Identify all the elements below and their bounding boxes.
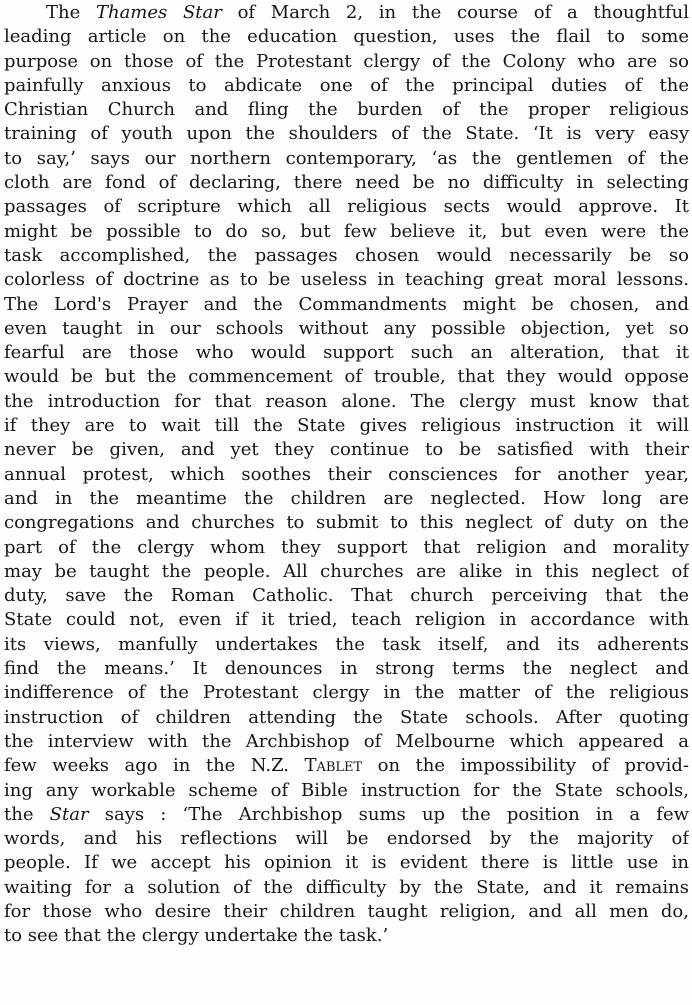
- text-run: The: [46, 2, 96, 23]
- article-line: [4, 754, 689, 778]
- text-run: Christian Church and fling the burden of the proper religious: [4, 99, 689, 121]
- text-run: cloth are fond of declaring, there need be no difficulty in selecting: [4, 172, 689, 194]
- article-line: [4, 633, 689, 657]
- text-run: the introduction for that reason alone. The clergy must know that: [4, 390, 689, 412]
- article-line: [4, 293, 689, 317]
- text-run: to see that the clergy undertake the task.’: [4, 925, 389, 947]
- text-run: words, and his reflections will be endorsed by the majority of: [4, 828, 689, 850]
- article-line: [4, 365, 689, 389]
- text-run: its views, manfully undertakes the task itself, and its adherents: [4, 633, 689, 655]
- text-run: part of the clergy whom they support that religion and morality: [4, 536, 689, 558]
- text-run: training of youth upon the shoulders of the State. ‘It is very easy: [4, 123, 689, 145]
- text-run: purpose on those of the Protestant clergy of the Colony who are so: [4, 50, 689, 72]
- article-line: [4, 851, 689, 875]
- text-run: ing any workable scheme of Bible instruction for the State schools,: [4, 779, 689, 801]
- article-line: [4, 122, 689, 146]
- article-line: [4, 584, 689, 608]
- article-line: [4, 706, 689, 730]
- article-line: [4, 25, 689, 49]
- article-line: [4, 876, 689, 900]
- small-caps-text: Tablet: [304, 755, 363, 777]
- text-run: never be given, and yet they continue to be satisfied with their: [4, 439, 689, 461]
- article-line: [4, 317, 689, 341]
- text-run: find the means.’ It denounces in strong terms the neglect and: [4, 658, 689, 680]
- text-run: congregations and churches to submit to this neglect of duty on the: [4, 512, 689, 534]
- article-line: [4, 900, 689, 924]
- text-run: leading article on the education question, uses the flail to some: [4, 26, 689, 48]
- text-run: colorless of doctrine as to be useless in teaching great moral lessons.: [4, 269, 689, 291]
- text-run: says : ‘The Archbishop sums up the position in a few: [88, 803, 689, 825]
- article-line: [4, 50, 689, 74]
- text-run: fearful are those who would support such an alteration, that it: [4, 342, 689, 364]
- article-line: [4, 560, 689, 584]
- text-run: even taught in our schools without any possible objection, yet so: [4, 317, 689, 339]
- article-line: [4, 924, 689, 948]
- text-run: duty, save the Roman Catholic. That church perceiving that the: [4, 585, 689, 607]
- text-run: passages of scripture which all religious sects would approve. It: [4, 196, 689, 218]
- article-line: [4, 244, 689, 268]
- text-run: to say,’ says our northern contemporary, ‘as the gentlemen of the: [4, 147, 689, 169]
- text-run: the: [4, 803, 50, 825]
- text-run: instruction of children attending the State schools. After quoting: [4, 706, 689, 728]
- text-run: The Lord's Prayer and the Commandments might be chosen, and: [4, 293, 689, 315]
- article-line: [4, 657, 689, 681]
- text-run: on the impossibility of provid-: [362, 755, 689, 777]
- text-run: task accomplished, the passages chosen would necessarily be so: [4, 244, 689, 266]
- article-line: [4, 681, 689, 705]
- article-line: [4, 147, 689, 171]
- article-line: [4, 730, 689, 754]
- italic-text: Star: [49, 803, 89, 825]
- article-line: [4, 98, 689, 122]
- italic-text: Thames Star: [95, 2, 222, 23]
- article-line: [4, 536, 689, 560]
- article-line: [4, 463, 689, 487]
- article-line: [4, 341, 689, 365]
- article-line: [4, 803, 689, 827]
- text-run: of March 2, in the course of a thoughtful: [221, 2, 689, 23]
- article-line: [4, 1, 689, 25]
- text-run: State could not, even if it tried, teach religion in accordance with: [4, 609, 689, 631]
- article-line: [4, 74, 689, 98]
- text-run: few weeks ago in the N.Z.: [4, 755, 305, 777]
- article-line: [4, 779, 689, 803]
- text-run: people. If we accept his opinion it is evident there is little use in: [4, 852, 689, 874]
- article-line: [4, 827, 689, 851]
- article-line: [4, 220, 689, 244]
- article-line: [4, 390, 689, 414]
- article-line: [4, 511, 689, 535]
- article-line: [4, 608, 689, 632]
- article-line: [4, 268, 689, 292]
- article-body: [4, 1, 689, 949]
- text-run: indifference of the Protestant clergy in the matter of the religious: [4, 682, 689, 704]
- article-line: [4, 414, 689, 438]
- article-line: [4, 195, 689, 219]
- article-line: [4, 487, 689, 511]
- text-run: the interview with the Archbishop of Melbourne which appeared a: [4, 730, 689, 752]
- text-run: for those who desire their children taught religion, and all men do,: [4, 900, 689, 922]
- text-run: waiting for a solution of the difficulty by the State, and it remains: [4, 876, 689, 898]
- text-run: may be taught the people. All churches are alike in this neglect of: [4, 560, 689, 582]
- text-run: would be but the commencement of trouble, that they would oppose: [4, 366, 689, 388]
- text-run: if they are to wait till the State gives religious instruction it will: [4, 415, 689, 437]
- article-line: [4, 438, 689, 462]
- text-run: and in the meantime the children are neglected. How long are: [4, 487, 689, 509]
- text-run: might be possible to do so, but few believe it, but even were the: [4, 220, 689, 242]
- article-line: [4, 171, 689, 195]
- text-run: painfully anxious to abdicate one of the principal duties of the: [4, 74, 689, 96]
- text-run: annual protest, which soothes their consciences for another year,: [4, 463, 689, 485]
